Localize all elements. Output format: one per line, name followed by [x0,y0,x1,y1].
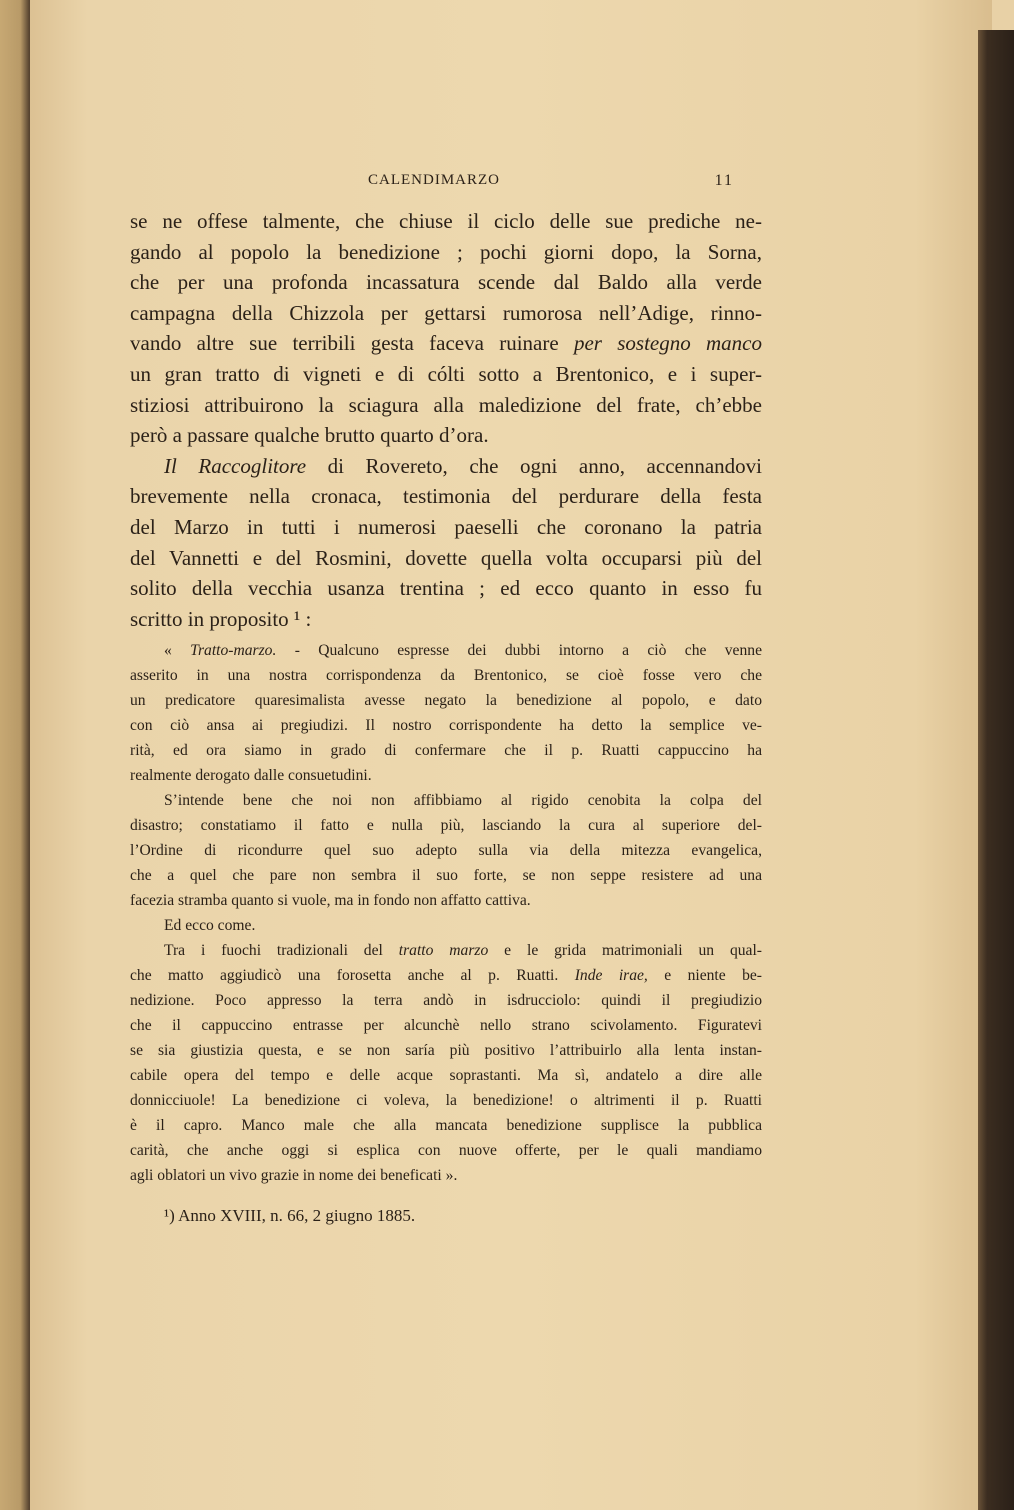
text-run: facezia stramba quanto si vuole, ma in fondo non affatto cattiva. [130,892,531,909]
paragraph [130,938,762,1188]
page-edge-shadow [978,30,1014,1510]
text-run: rità, ed ora siamo in grado di confermare che il p. Ruatti cappuccino ha [130,742,762,759]
text-line [130,863,762,888]
text-run: gando al popolo la benedizione ; pochi giorni dopo, la Sorna, [130,239,762,264]
text-run: nedizione. Poco appresso la terra andò in isdrucciolo: quindi il pregiudizio [130,992,762,1009]
paragraph [130,206,762,451]
paragraph [130,451,762,635]
text-line [130,206,762,237]
text-line [130,763,762,788]
text-run: se ne offese talmente, che chiuse il ciclo delle sue prediche ne- [130,209,762,233]
text-run: l’Ordine di ricondurre quel suo adepto sulla via della mitezza evangelica, [130,842,762,859]
text-run: Ed ecco come. [164,917,256,934]
text-line [130,788,762,813]
italic-text: per sostegno manco [573,331,762,356]
text-run: che a quel che pare non sembra il suo forte, se non seppe resistere ad una [130,867,762,884]
text-line [130,298,762,329]
text-line [130,481,762,512]
text-line [130,1088,762,1113]
text-run: Tra i fuochi tradizionali del [164,942,399,959]
text-line [130,1113,762,1138]
text-line [130,573,762,604]
text-line [130,359,762,390]
italic-text: Il Raccoglitore [164,453,307,478]
text-line [130,543,762,574]
text-run: realmente derogato dalle consuetudini. [130,767,372,784]
text-line [130,390,762,421]
text-line [130,813,762,838]
text-run: stiziosi attribuirono la sciagura alla maledizione del frate, ch’ebbe [130,392,762,417]
text-line [130,663,762,688]
text-line [130,988,762,1013]
text-line [130,688,762,713]
text-line [130,888,762,913]
text-run: un gran tratto di vigneti e di cólti sotto a Brentonico, e i super- [130,361,762,386]
text-run: che per una profonda incassatura scende dal Baldo alla verde [130,270,762,295]
paragraph [130,913,762,938]
text-run: del Vannetti e del Rosmini, dovette quella volta occuparsi più del [130,545,762,570]
text-line [130,420,762,451]
text-line [130,604,762,635]
text-run: « [164,642,191,659]
footnote [130,1203,762,1229]
facing-page-edge [0,0,34,1510]
text-line [130,328,762,359]
text-run: che matto aggiudicò una forosetta anche al p. Ruatti. [130,967,575,984]
italic-text: tratto marzo [398,942,489,959]
running-title: CALENDIMARZO [368,172,500,188]
text-line [130,1163,762,1188]
text-run: agli oblatori un vivo grazie in nome dei beneficati ». [130,1167,458,1184]
text-line [130,1203,762,1229]
text-line [130,938,762,963]
text-line [130,512,762,543]
text-line [130,1063,762,1088]
text-run: - Qualcuno espresse dei dubbi intorno a ciò che venne [276,642,762,659]
text-run: se sia giustizia questa, e se non saría più positivo l’attribuirlo alla lenta instan- [130,1042,762,1059]
text-run: scritto in proposito ¹ : [130,606,312,631]
text-line [130,713,762,738]
italic-text: Inde irae, [574,967,648,984]
text-line [130,451,762,482]
text-run: con ciò ansa ai pregiudizi. Il nostro corrispondente ha detto la semplice ve- [130,717,762,734]
running-header [130,172,762,196]
text-line [130,838,762,863]
text-line [130,237,762,268]
italic-text: Tratto-marzo. [190,642,277,659]
text-run: campagna della Chizzola per gettarsi rumorosa nell’Adige, rinno- [130,300,762,325]
text-run: che il cappuccino entrasse per alcunchè nello strano scivolamento. Figuratevi [130,1017,762,1034]
text-run: asserito in una nostra corrispondenza da Brentonico, se cioè fosse vero che [130,667,762,684]
text-run: però a passare qualche brutto quarto d’ora. [130,423,489,448]
text-run: e niente be- [647,967,762,984]
text-run: donnicciuole! La benedizione ci voleva, la benedizione! o altrimenti il p. Ruatti [130,1092,762,1109]
text-line [130,638,762,663]
text-line [130,267,762,298]
text-line [130,913,762,938]
text-line [130,738,762,763]
text-run: solito della vecchia usanza trentina ; ed ecco quanto in esso fu [130,576,762,601]
text-run: cabile opera del tempo e delle acque soprastanti. Ma sì, andatelo a dire alle [130,1067,762,1084]
main-text [130,206,762,634]
text-line [130,963,762,988]
text-line [130,1013,762,1038]
paragraph [130,638,762,788]
text-run: ¹) Anno XVIII, n. 66, 2 giugno 1885. [164,1206,416,1225]
page-number: 11 [714,172,734,189]
text-run: del Marzo in tutti i numerosi paeselli che coronano la patria [130,514,762,539]
text-run: e le grida matrimoniali un qual- [488,942,762,959]
text-run: S’intende bene che noi non affibbiamo al rigido cenobita la colpa del [164,792,762,809]
paragraph [130,788,762,913]
text-run: disastro; constatiamo il fatto e nulla più, lasciando la cura al superiore del- [130,817,762,834]
paragraph [130,1203,762,1229]
text-run: vando altre sue terribili gesta faceva ruinare [130,331,574,356]
quoted-article [130,638,762,1188]
text-run: brevemente nella cronaca, testimonia del perdurare della festa [130,484,762,509]
text-run: carità, che anche oggi si esplica con nuove offerte, per le quali mandiamo [130,1142,762,1159]
text-line [130,1038,762,1063]
text-line [130,1138,762,1163]
text-run: è il capro. Manco male che alla mancata benedizione supplisce la pubblica [130,1117,762,1134]
text-run: un predicatore quaresimalista avesse negato la benedizione al popolo, e dato [130,692,762,709]
text-run: di Rovereto, che ogni anno, accennandovi [306,453,762,478]
